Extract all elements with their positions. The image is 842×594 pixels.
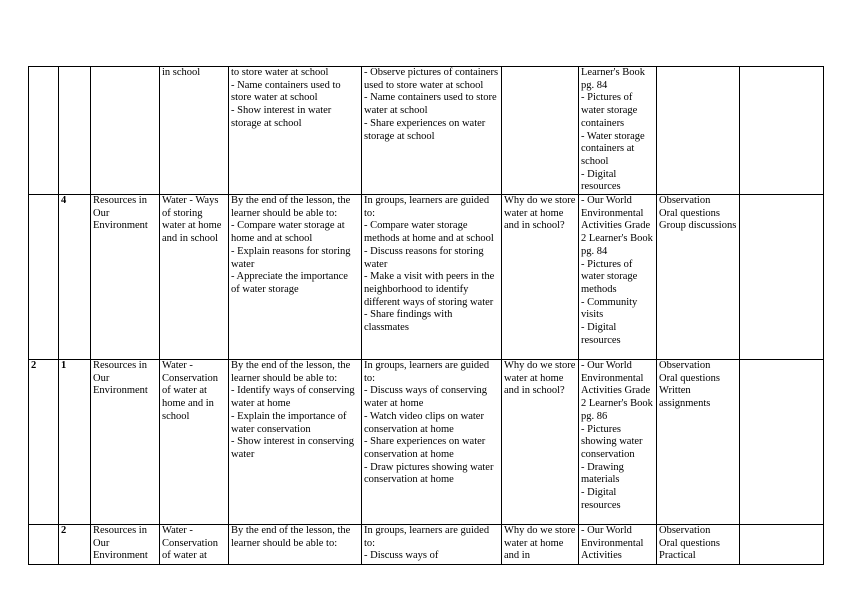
week-cell bbox=[29, 525, 59, 565]
lesson-cell: 2 bbox=[59, 525, 91, 565]
strand-cell: Resources in Our Environment bbox=[91, 195, 160, 360]
learning-resources-cell: Learner's Book pg. 84 - Pictures of water storage containers - Water storage containers at school - Digital resources bbox=[579, 67, 657, 195]
strand-cell: Resources in Our Environment bbox=[91, 525, 160, 565]
week-cell bbox=[29, 67, 59, 195]
key-inquiry-cell bbox=[502, 67, 579, 195]
remarks-cell bbox=[740, 67, 824, 195]
table-row bbox=[29, 67, 824, 195]
remarks-cell bbox=[740, 525, 824, 565]
key-inquiry-cell: Why do we store water at home and in bbox=[502, 525, 579, 565]
lesson-cell: 4 bbox=[59, 195, 91, 360]
learning-outcomes-cell: By the end of the lesson, the learner should be able to: - Identify ways of conserving water at home - Explain the importance of water conservation - Show interest in conserving water bbox=[229, 360, 362, 525]
lesson-cell: 1 bbox=[59, 360, 91, 525]
table-row bbox=[29, 360, 824, 525]
learning-experiences-cell: In groups, learners are guided to: - Discuss ways of bbox=[362, 525, 502, 565]
key-inquiry-cell: Why do we store water at home and in school? bbox=[502, 195, 579, 360]
learning-resources-cell: - Our World Environmental Activities bbox=[579, 525, 657, 565]
sub-strand-cell: Water - Conservation of water at home and in school bbox=[160, 360, 229, 525]
learning-outcomes-cell: By the end of the lesson, the learner should be able to: bbox=[229, 525, 362, 565]
learning-experiences-cell: In groups, learners are guided to: - Compare water storage methods at home and at school - Discuss reasons for storing water - Make a visit with peers in the neighborhood to identify different ways of storing water - Share findings with classmates bbox=[362, 195, 502, 360]
strand-cell: Resources in Our Environment bbox=[91, 360, 160, 525]
week-cell: 2 bbox=[29, 360, 59, 525]
assessment-cell: Observation Oral questions Group discussions bbox=[657, 195, 740, 360]
key-inquiry-cell: Why do we store water at home and in school? bbox=[502, 360, 579, 525]
assessment-cell bbox=[657, 67, 740, 195]
lesson-cell bbox=[59, 67, 91, 195]
table-row bbox=[29, 195, 824, 360]
learning-resources-cell: - Our World Environmental Activities Grade 2 Learner's Book pg. 86 - Pictures showing water conservation - Drawing materials - Digital resources bbox=[579, 360, 657, 525]
learning-outcomes-cell: to store water at school - Name containers used to store water at school - Show interest in water storage at school bbox=[229, 67, 362, 195]
strand-cell bbox=[91, 67, 160, 195]
learning-resources-cell: - Our World Environmental Activities Grade 2 Learner's Book pg. 84 - Pictures of water storage methods - Community visits - Digital resources bbox=[579, 195, 657, 360]
week-cell bbox=[29, 195, 59, 360]
scheme-of-work-table bbox=[28, 66, 824, 565]
remarks-cell bbox=[740, 360, 824, 525]
table-row bbox=[29, 525, 824, 565]
assessment-cell: Observation Oral questions Written assignments bbox=[657, 360, 740, 525]
learning-outcomes-cell: By the end of the lesson, the learner should be able to: - Compare water storage at home and at school - Explain reasons for storing water - Appreciate the importance of water storage bbox=[229, 195, 362, 360]
assessment-cell: Observation Oral questions Practical bbox=[657, 525, 740, 565]
learning-experiences-cell: - Observe pictures of containers used to store water at school - Name containers used to store water at school - Share experiences on water storage at school bbox=[362, 67, 502, 195]
sub-strand-cell: Water - Ways of storing water at home and in school bbox=[160, 195, 229, 360]
sub-strand-cell: in school bbox=[160, 67, 229, 195]
learning-experiences-cell: In groups, learners are guided to: - Discuss ways of conserving water at home - Watch video clips on water conservation at home - Share experiences on water conservation at home - Draw pictures showing water conservation at home bbox=[362, 360, 502, 525]
sub-strand-cell: Water - Conservation of water at bbox=[160, 525, 229, 565]
remarks-cell bbox=[740, 195, 824, 360]
